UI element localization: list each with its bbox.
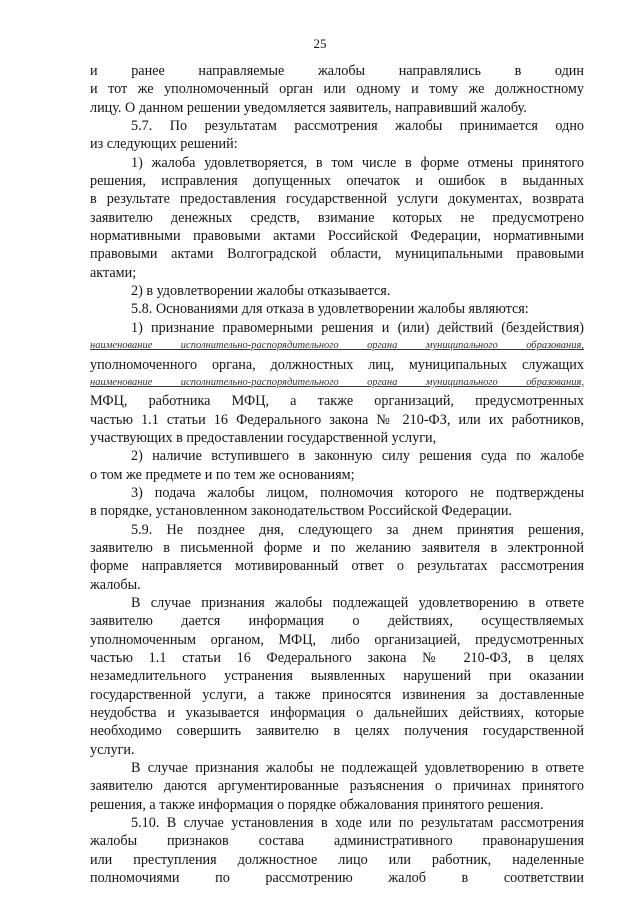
text-line: государственной услуги, а также приносятся извинения за доставленные: [90, 686, 584, 703]
text-line: МФЦ, работника МФЦ, а также организаций, предусмотренных: [90, 393, 584, 410]
text-line: и тот же уполномоченный орган или одному и тому же должностному: [90, 81, 584, 98]
text-line: уполномоченным органом, МФЦ, либо организацией, предусмотренных: [90, 631, 584, 648]
text-line: услуги.: [90, 741, 135, 758]
text-line: 5.8. Основаниями для отказа в удовлетворении жалобы являются:: [131, 301, 529, 318]
text-line: участвующих в предоставлении государственной услуги,: [90, 429, 437, 446]
text-line: частью 1.1 статьи 16 Федерального закона № 210-ФЗ, в целях: [90, 650, 584, 666]
text-line: заявителю в письменной форме и по желанию заявителя в электронной: [90, 539, 584, 556]
text-line: жалобы признаков состава административного правонарушения: [90, 833, 584, 850]
text-line: 2) в удовлетворении жалобы отказывается.: [131, 283, 391, 300]
text-line: лицу. О данном решении уведомляется заявитель, направивший жалобу.: [90, 99, 527, 116]
text-line: полномочиями по рассмотрению жалоб в соответствии: [90, 870, 584, 887]
form-field-hint: наименование исполнительно-распорядительного органа муниципального образования,: [90, 376, 584, 388]
text-line: 3) подача жалобы лицом, полномочия которого не подтверждены: [131, 484, 584, 501]
text-line: 5.7. По результатам рассмотрения жалобы принимается одно: [131, 118, 584, 135]
text-line: о том же предмете и по тем же основаниям;: [90, 466, 355, 483]
page-number: 25: [313, 36, 327, 51]
text-line: В случае признания жалобы подлежащей удовлетворению в ответе: [131, 594, 584, 611]
text-line: в результате предоставления государственной услуги документах, возврата: [90, 191, 584, 208]
text-line: актами;: [90, 264, 137, 281]
text-line: необходимо совершить заявителю в целях получения государственной: [90, 723, 584, 740]
text-line: 5.10. В случае установления в ходе или по результатам рассмотрения: [131, 815, 584, 832]
text-line: 1) признание правомерными решения и (или) действий (бездействия): [131, 319, 584, 336]
text-line: форме направляется мотивированный ответ о результатах рассмотрения: [90, 558, 584, 575]
text-line: нормативными правовыми актами Российской Федерации, нормативными: [90, 228, 584, 245]
text-line: незамедлительного устранения выявленных нарушений при оказании: [90, 668, 584, 685]
text-line: или преступления должностное лицо или работник, наделенные: [90, 851, 584, 868]
text-line: правовыми актами Волгоградской области, муниципальными правовыми: [90, 246, 584, 263]
text-line: решения, исправления допущенных опечаток и ошибок в выданных: [90, 173, 584, 190]
text-line: 2) наличие вступившего в законную силу решения суда по жалобе: [131, 448, 584, 465]
text-line: уполномоченного органа, должностных лиц, муниципальных служащих: [90, 356, 584, 373]
document-body: [90, 62, 584, 887]
text-line: неудобства и указывается информация о дальнейших действиях, которые: [90, 705, 584, 722]
text-line: частью 1.1 статьи 16 Федерального закона № 210-ФЗ, или их работников,: [90, 411, 584, 428]
text-line: 5.9. Не позднее дня, следующего за днем принятия решения,: [131, 521, 584, 538]
text-line: заявителю дается информация о действиях, осуществляемых: [90, 613, 584, 630]
text-line: решения, а также информация о порядке обжалования принятого решения.: [90, 796, 544, 813]
text-line: в порядке, установленном законодательством Российской Федерации.: [90, 503, 512, 520]
text-line: жалобы.: [90, 576, 141, 593]
text-line: 1) жалоба удовлетворяется, в том числе в форме отмены принятого: [131, 154, 584, 171]
text-line: заявителю даются аргументированные разъяснения о причинах принятого: [90, 778, 584, 795]
text-line: заявителю денежных средств, взимание которых не предусмотрено: [90, 209, 584, 226]
form-field-hint: наименование исполнительно-распорядительного органа муниципального образования,: [90, 340, 584, 352]
text-line: и ранее направляемые жалобы направлялись в один: [90, 63, 584, 79]
text-line: В случае признания жалобы не подлежащей удовлетворению в ответе: [131, 760, 584, 777]
text-line: из следующих решений:: [90, 136, 238, 153]
